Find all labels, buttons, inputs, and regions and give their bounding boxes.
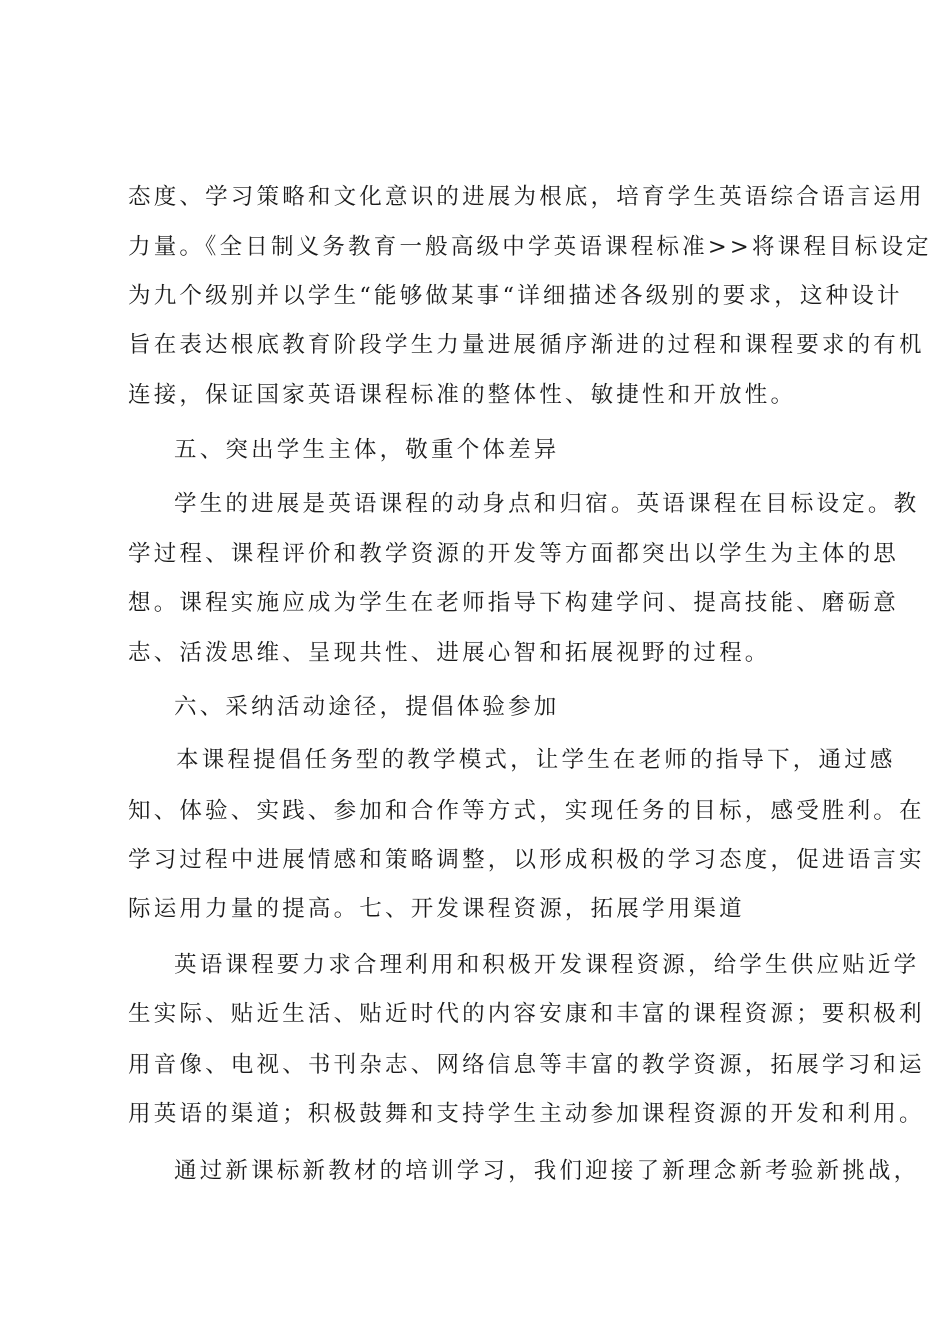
text-line: 态度、学习策略和文化意识的进展为根底，培育学生英语综合语言运用 <box>128 184 925 210</box>
text-line: 学习过程中进展情感和策略调整，以形成积极的学习态度，促进语言实 <box>128 847 925 873</box>
text-line: 本课程提倡任务型的教学模式，让学生在老师的指导下，通过感 <box>176 747 896 773</box>
section-heading: 六、采纳活动途径，提倡体验参加 <box>174 694 560 720</box>
text-line: 英语课程要力求合理利用和积极开发课程资源，给学生供应贴近学 <box>174 952 920 978</box>
text-line: 力量。《全日制义务教育一般高级中学英语课程标准>>将课程目标设定 <box>128 234 932 260</box>
text-line: 学生的进展是英语课程的动身点和归宿。英语课程在目标设定。教 <box>174 491 920 517</box>
text-line: 连接，保证国家英语课程标准的整体性、敏捷性和开放性。 <box>128 382 797 408</box>
section-heading: 五、突出学生主体，敬重个体差异 <box>174 437 560 463</box>
text-line: 志、活泼思维、呈现共性、进展心智和拓展视野的过程。 <box>128 640 771 666</box>
text-line: 旨在表达根底教育阶段学生力量进展循序渐进的过程和课程要求的有机 <box>128 332 925 358</box>
text-line: 用英语的渠道；积极鼓舞和支持学生主动参加课程资源的开发和利用。 <box>128 1101 925 1127</box>
text-line: 用音像、电视、书刊杂志、网络信息等丰富的教学资源，拓展学习和运 <box>128 1052 925 1078</box>
text-line: 学过程、课程评价和教学资源的开发等方面都突出以学生为主体的思 <box>128 541 900 567</box>
text-line: 际运用力量的提高。七、开发课程资源，拓展学用渠道 <box>128 896 745 922</box>
text-line: 知、体验、实践、参加和合作等方式，实现任务的目标，感受胜利。在 <box>128 798 925 824</box>
text-line: 想。课程实施应成为学生在老师指导下构建学问、提高技能、磨砺意 <box>128 590 900 616</box>
text-line: 生实际、贴近生活、贴近时代的内容安康和丰富的课程资源；要积极利 <box>128 1001 925 1027</box>
text-line: 为九个级别并以学生“能够做某事“详细描述各级别的要求，这种设计 <box>128 283 903 309</box>
text-line: 通过新课标新教材的培训学习，我们迎接了新理念新考验新挑战， <box>174 1158 920 1184</box>
